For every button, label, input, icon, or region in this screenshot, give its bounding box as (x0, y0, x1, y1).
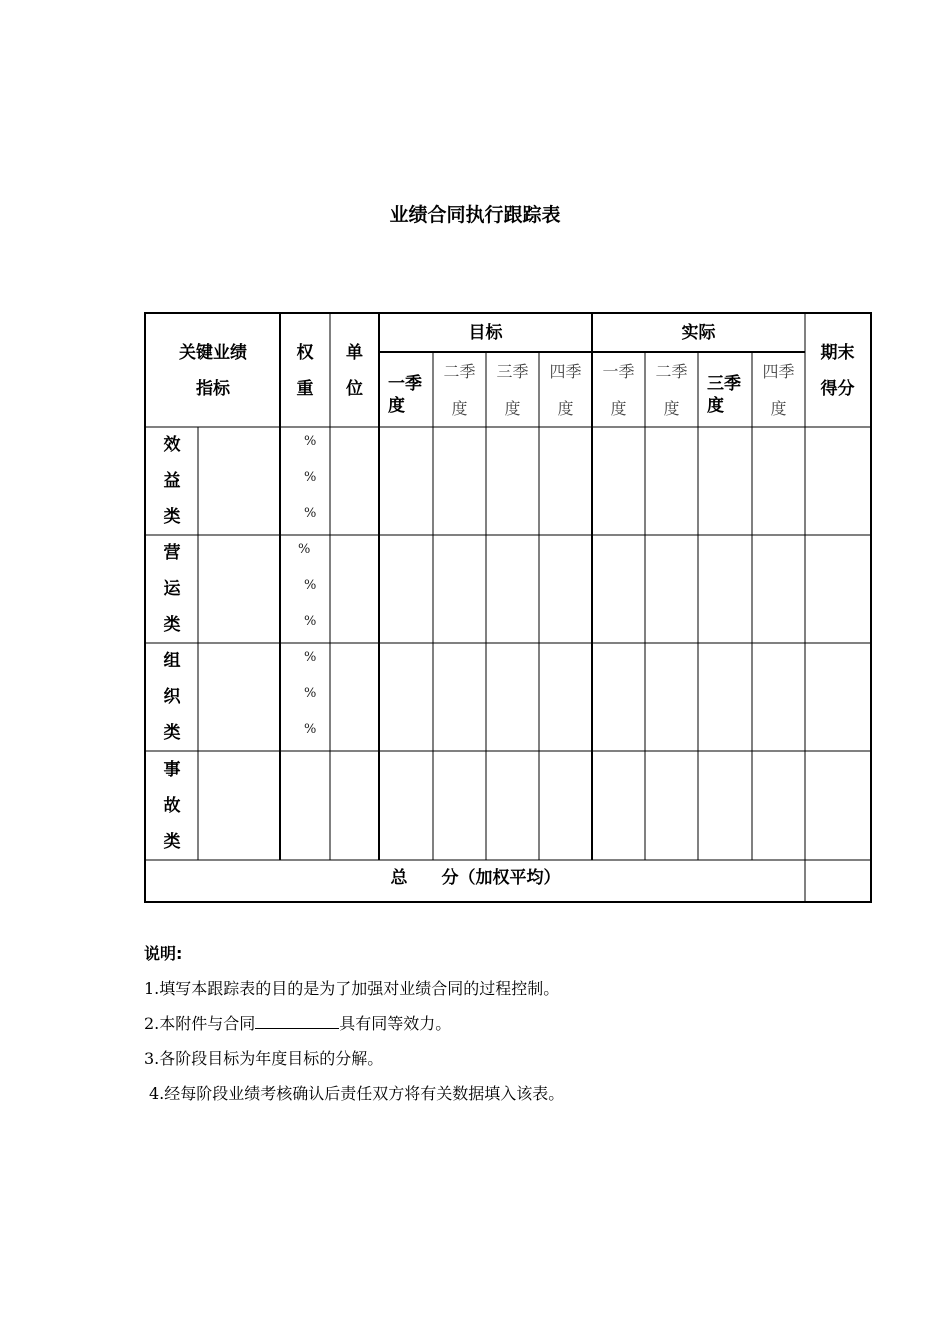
category-operation: 营 运 类 (163, 543, 181, 635)
weight-percent: % (304, 722, 317, 737)
weight-percent: % (304, 434, 317, 449)
header-weight: 权 重 (296, 342, 314, 399)
category-benefit: 效 益 类 (163, 435, 181, 527)
header-kpi: 关键业绩 指标 (179, 342, 247, 399)
notes-section (144, 942, 564, 1117)
notes-heading: 说明: (144, 944, 183, 963)
actual-q2-header: 二季 度 (655, 361, 688, 418)
weight-percent: % (304, 578, 317, 593)
target-q2-header: 二季 度 (443, 361, 476, 418)
target-q4-header: 四季 度 (549, 361, 582, 418)
weight-percent: % (304, 614, 317, 629)
target-q3-header: 三季 度 (496, 361, 529, 418)
note-item: 4.经每阶段业绩考核确认后责任双方将有关数据填入该表。 (149, 1084, 565, 1103)
header-unit: 单 位 (346, 342, 363, 399)
header-actual: 实际 (681, 322, 716, 343)
note-item: 3.各阶段目标为年度目标的分解。 (144, 1049, 384, 1068)
category-accident: 事 故 类 (163, 759, 181, 852)
note-item: 1.填写本跟踪表的目的是为了加强对业绩合同的过程控制。 (144, 979, 560, 998)
tracking-table (144, 312, 872, 903)
header-final-score: 期末 得分 (820, 342, 855, 399)
weight-percent: % (304, 470, 317, 485)
weight-percent: % (304, 506, 317, 521)
target-q1-header: 一季 度 (388, 373, 422, 416)
header-target: 目标 (468, 322, 503, 343)
actual-q3-header: 三季 度 (707, 373, 741, 416)
blank-line (255, 1012, 339, 1029)
actual-q4-header: 四季 度 (762, 361, 795, 418)
page-title: 业绩合同执行跟踪表 (389, 204, 561, 226)
note-item: 2.本附件与合同 具有同等效力。 (144, 1014, 452, 1033)
total-score-label: 总 分（加权平均） (390, 867, 561, 888)
weight-percent: % (304, 686, 317, 701)
weight-percent: % (298, 542, 311, 557)
category-organization: 组 织 类 (163, 651, 181, 743)
actual-q1-header: 一季 度 (602, 361, 635, 418)
weight-percent: % (304, 650, 317, 665)
